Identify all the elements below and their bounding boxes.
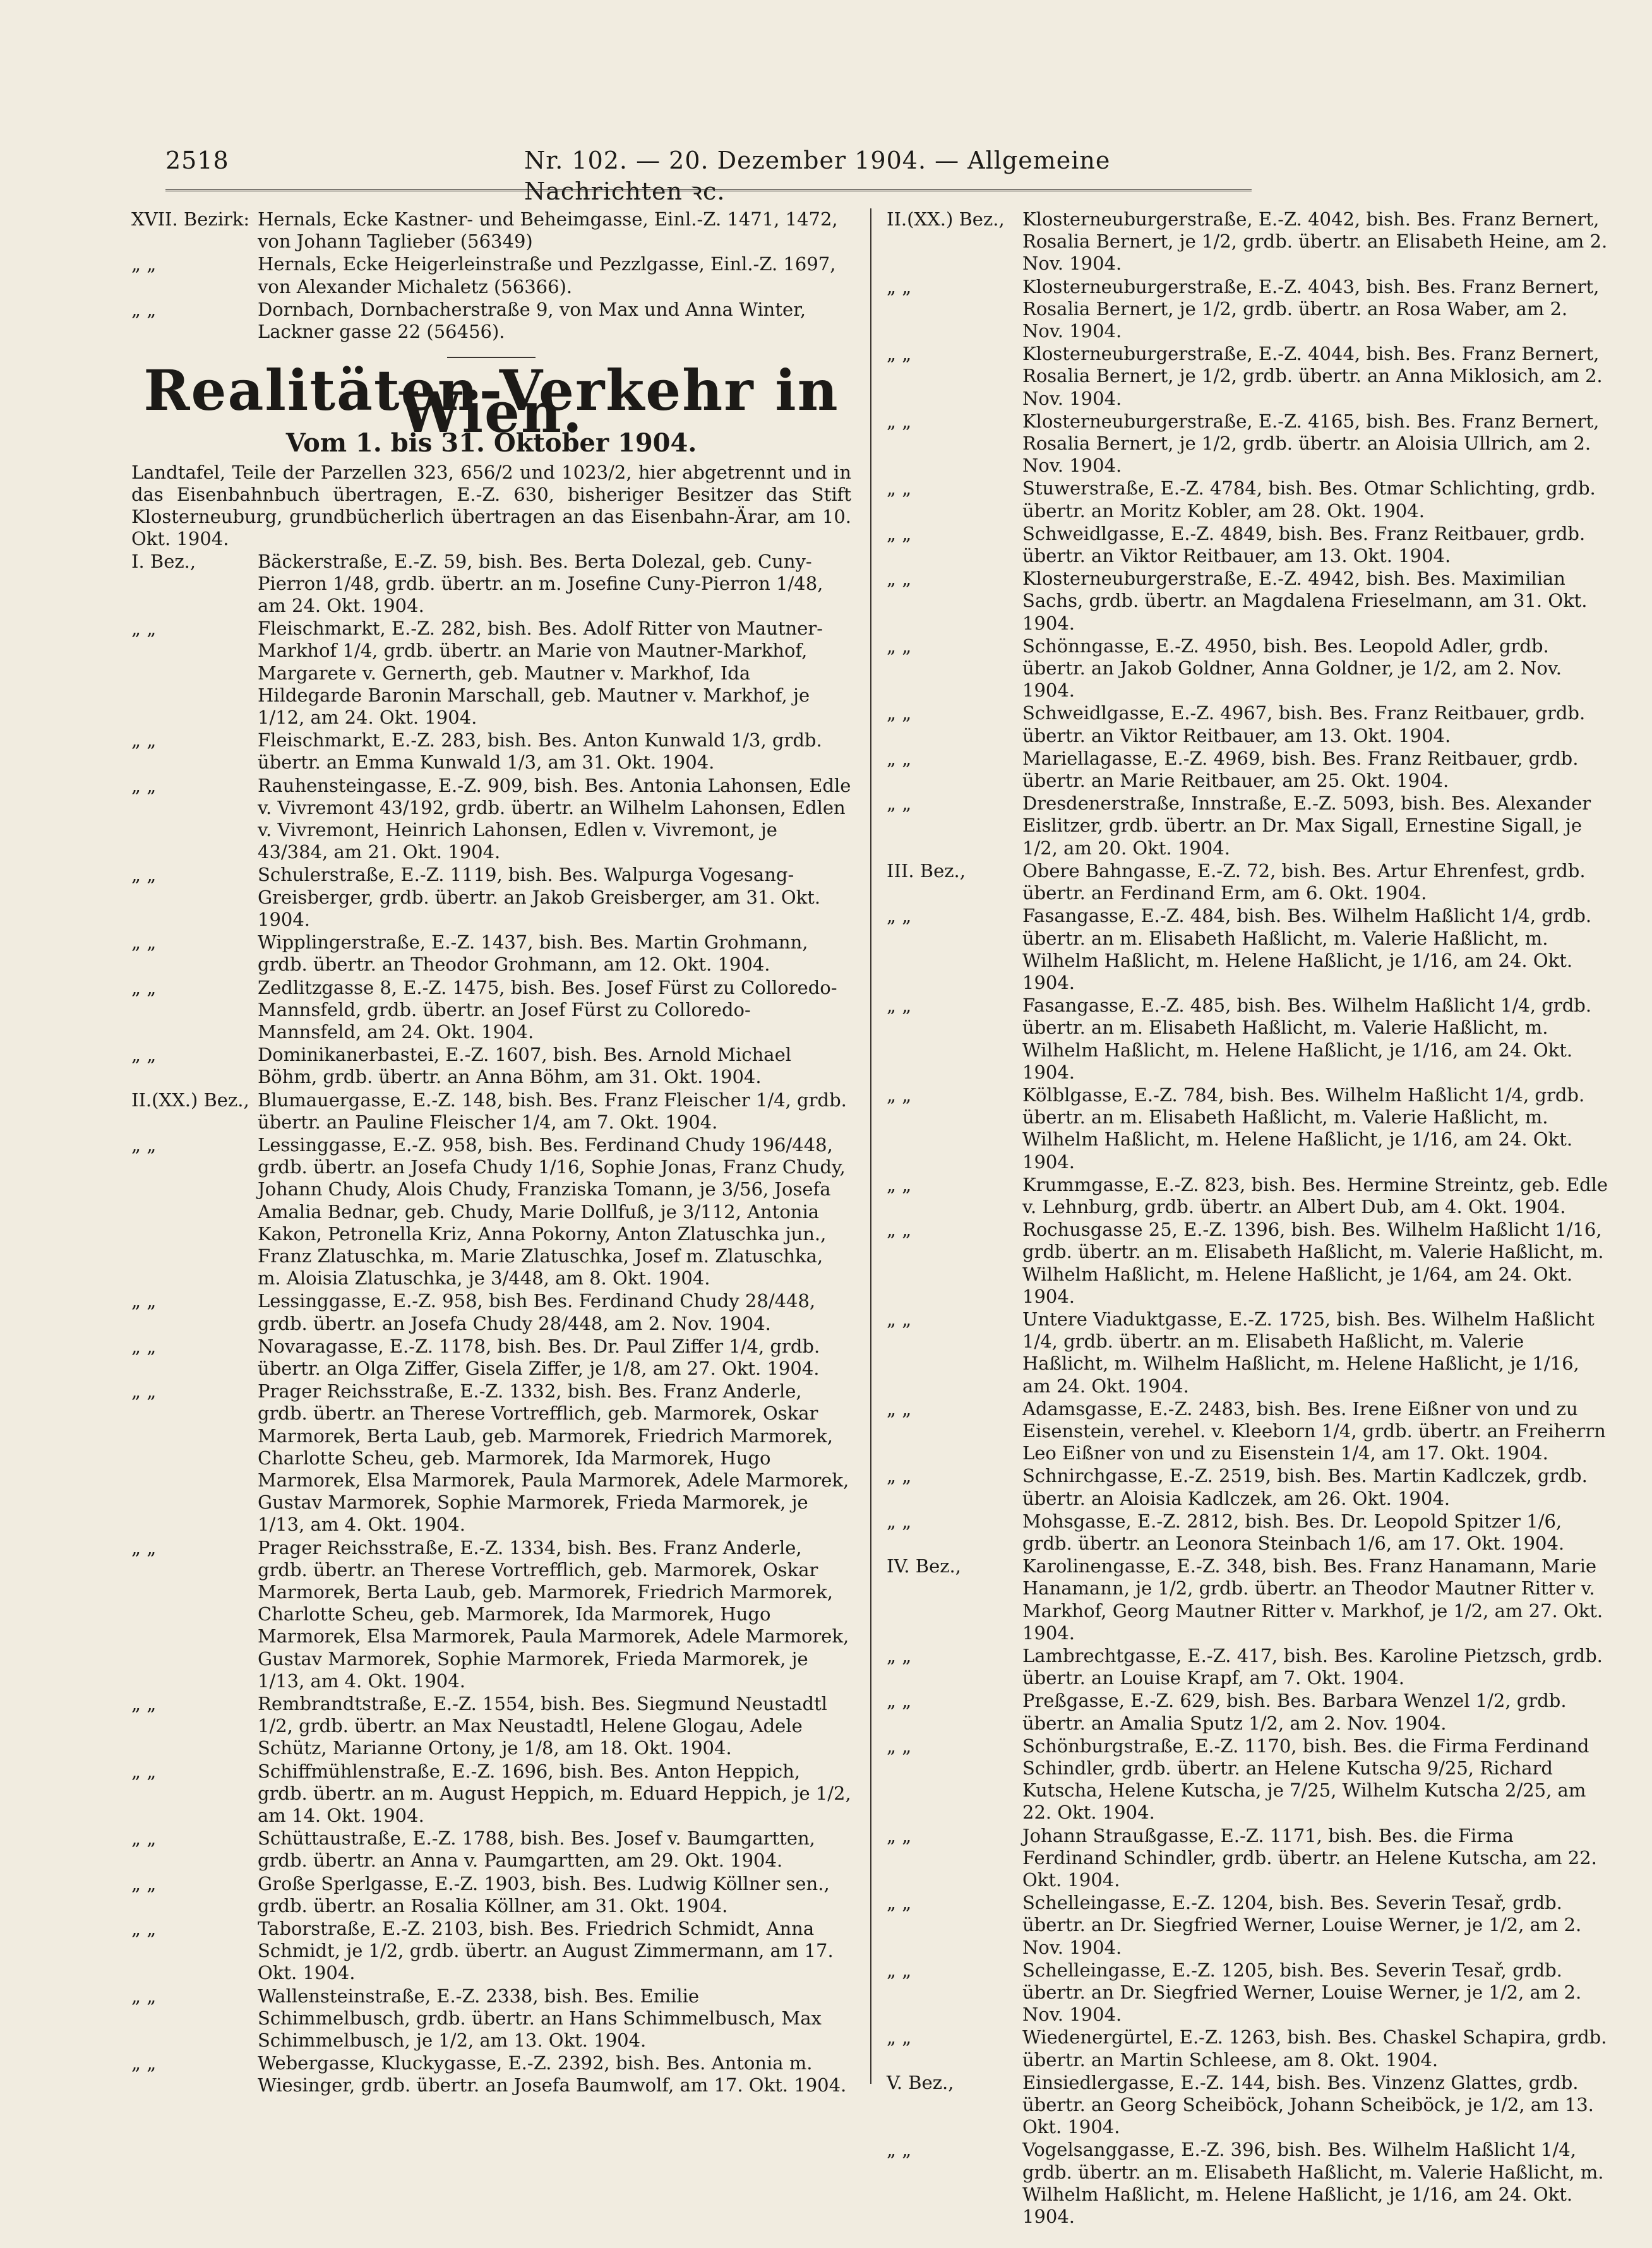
entry-text: Untere Viaduktgasse, E.-Z. 1725, bish. Bes. Wilhelm Haßlicht 1/4, grdb. übertr. an m. Elisabeth Haßlicht, m. Valerie Haßlicht, m. Wilhelm Haßlicht, m. Helene Haßlicht, je 1/16, am 24. Okt. 1904. bbox=[1022, 1308, 1595, 1397]
right-column bbox=[887, 208, 1613, 2228]
list-item bbox=[887, 208, 1613, 275]
district-label: „ „ bbox=[131, 1290, 157, 1312]
district-label: „ „ bbox=[887, 635, 912, 657]
district-label: III. Bez., bbox=[887, 859, 966, 882]
entry-text: Wipplingerstraße, E.-Z. 1437, bish. Bes. Martin Grohmann, grdb. übertr. an Theodor Grohmann, am 12. Okt. 1904. bbox=[258, 931, 808, 976]
entry-text: Kölblgasse, E.-Z. 784, bish. Bes. Wilhelm Haßlicht 1/4, grdb. übertr. an m. Elisabeth Haßlicht, m. Valerie Haßlicht, m. Wilhelm Haßlicht, m. Helene Haßlicht, je 1/16, am 24. Okt. 1904. bbox=[1022, 1084, 1585, 1173]
entry-text: Schweidlgasse, E.-Z. 4849, bish. Bes. Franz Reitbauer, grdb. übertr. an Viktor Reitbauer, am 13. Okt. 1904. bbox=[1022, 522, 1586, 567]
column-divider bbox=[870, 208, 871, 2084]
district-label: „ „ bbox=[887, 1690, 912, 1712]
entry-text: Mohsgasse, E.-Z. 2812, bish. Bes. Dr. Leopold Spitzer 1/6, grdb. übertr. an Leonora Steinbach 1/6, am 17. Okt. 1904. bbox=[1022, 1510, 1565, 1554]
district-label: „ „ bbox=[131, 1335, 157, 1357]
list-item bbox=[887, 477, 1613, 522]
district-label: „ „ bbox=[887, 568, 912, 590]
district-label: „ „ bbox=[887, 522, 912, 544]
entry-text: Prager Reichsstraße, E.-Z. 1334, bish. Bes. Franz Anderle, grdb. übertr. an Therese Vortrefflich, geb. Marmorek, Oskar Marmorek, Berta Laub, geb. Marmorek, Friedrich Marmorek, Charlotte Scheu, geb. Marmorek, Ida Marmorek, Hugo Marmorek, Elsa Marmorek, Paula Marmorek, Adele Marmorek, Gustav Marmorek, Sophie Marmorek, Frieda Marmorek, je 1/13, am 4. Okt. 1904. bbox=[258, 1536, 849, 1692]
district-label: „ „ bbox=[887, 792, 912, 815]
entry-text: Lessinggasse, E.-Z. 958, bish Bes. Ferdinand Chudy 28/448, grdb. übertr. an Josefa Chudy 28/448, am 2. Nov. 1904. bbox=[258, 1290, 816, 1334]
district-label: „ „ bbox=[887, 1510, 912, 1532]
list-item bbox=[887, 635, 1613, 702]
list-item bbox=[887, 1690, 1613, 1734]
entry-text: Schulerstraße, E.-Z. 1119, bish. Bes. Walpurga Vogesang-Greisberger, grdb. übertr. an Jakob Greisberger, am 31. Okt. 1904. bbox=[258, 864, 821, 930]
district-label: „ „ bbox=[887, 1645, 912, 1666]
district-label: „ „ bbox=[131, 1044, 157, 1066]
list-item bbox=[887, 905, 1613, 994]
section-subtitle: Vom 1. bis 31. Oktober 1904. bbox=[285, 427, 697, 458]
district-label: „ „ bbox=[887, 2026, 912, 2048]
district-label: V. Bez., bbox=[887, 2071, 954, 2093]
entry-text: Klosterneuburgerstraße, E.-Z. 4044, bish. Bes. Franz Bernert, Rosalia Bernert, je 1/2, grdb. übertr. an Anna Miklosich, am 2. Nov. 1904. bbox=[1022, 343, 1603, 409]
entry-text: Dominikanerbastei, E.-Z. 1607, bish. Bes. Arnold Michael Böhm, grdb. übertr. an Anna Böhm, am 31. Okt. 1904. bbox=[258, 1044, 792, 1088]
list-item bbox=[131, 1693, 851, 1760]
list-item bbox=[131, 1290, 851, 1334]
list-item bbox=[131, 299, 851, 343]
entry-text: Schiffmühlenstraße, E.-Z. 1696, bish. Bes. Anton Heppich, grdb. übertr. an m. August Heppich, m. Eduard Heppich, je 1/2, am 14. Okt. 1904. bbox=[258, 1760, 851, 1827]
district-label: „ „ bbox=[887, 1397, 912, 1420]
district-label: „ „ bbox=[887, 410, 912, 432]
list-item bbox=[887, 2139, 1613, 2228]
list-item bbox=[131, 618, 851, 729]
list-item bbox=[131, 1089, 851, 1133]
entry-text: Zedlitzgasse 8, E.-Z. 1475, bish. Bes. Josef Fürst zu Colloredo-Mannsfeld, grdb. übertr. an Josef Fürst zu Colloredo-Mannsfeld, am 24. Okt. 1904. bbox=[258, 976, 837, 1043]
district-label: „ „ bbox=[131, 1827, 157, 1850]
district-label: „ „ bbox=[131, 253, 157, 275]
entry-text: Schweidlgasse, E.-Z. 4967, bish. Bes. Franz Reitbauer, grdb. übertr. an Viktor Reitbauer, am 13. Okt. 1904. bbox=[1022, 702, 1586, 746]
district-label: „ „ bbox=[131, 1133, 157, 1156]
page-header bbox=[165, 146, 1252, 205]
entry-text: Obere Bahngasse, E.-Z. 72, bish. Bes. Artur Ehrenfest, grdb. übertr. an Ferdinand Erm, am 6. Okt. 1904. bbox=[1022, 859, 1586, 904]
list-item bbox=[131, 1918, 851, 1985]
list-item bbox=[131, 775, 851, 864]
entry-text: Bäckerstraße, E.-Z. 59, bish. Bes. Berta Dolezal, geb. Cuny-Pierron 1/48, grdb. übertr. an m. Josefine Cuny-Pierron 1/48, am 24. Okt. 1904. bbox=[258, 550, 823, 617]
intro-paragraph: Landtafel, Teile der Parzellen 323, 656/2 und 1023/2, hier abgetrennt und in das Eisenbahnbuch übertragen, E.-Z. 630, bisheriger Besitzer das Stift Klosterneuburg, grundbücherlich übertragen an das Eisenbahn-Ärar, am 10. Okt. 1904. bbox=[131, 461, 851, 550]
district-label: „ „ bbox=[887, 1959, 912, 1981]
district-label: „ „ bbox=[131, 1760, 157, 1782]
entry-text: Preßgasse, E.-Z. 629, bish. Bes. Barbara Wenzel 1/2, grdb. übertr. an Amalia Sputz 1/2, am 2. Nov. 1904. bbox=[1022, 1690, 1567, 1734]
entry-text: Klosterneuburgerstraße, E.-Z. 4042, bish. Bes. Franz Bernert, Rosalia Bernert, je 1/2, grdb. übertr. an Elisabeth Heine, am 2. Nov. 1904. bbox=[1022, 208, 1608, 275]
entry-text: Fasangasse, E.-Z. 484, bish. Bes. Wilhelm Haßlicht 1/4, grdb. übertr. an m. Elisabeth Haßlicht, m. Valerie Haßlicht, m. Wilhelm Haßlicht, m. Helene Haßlicht, je 1/16, am 24. Okt. 1904. bbox=[1022, 905, 1592, 993]
district-label: „ „ bbox=[887, 1173, 912, 1195]
list-item bbox=[131, 864, 851, 931]
entry-text: Webergasse, Kluckygasse, E.-Z. 2392, bish. Bes. Antonia m. Wiesinger, grdb. übertr. an Josefa Baumwolf, am 17. Okt. 1904. bbox=[258, 2052, 847, 2096]
district-label: „ „ bbox=[131, 1918, 157, 1940]
list-item bbox=[887, 2026, 1613, 2071]
list-item bbox=[131, 1134, 851, 1289]
list-item bbox=[887, 1510, 1613, 1555]
entry-text: Schönngasse, E.-Z. 4950, bish. Bes. Leopold Adler, grdb. übertr. an Jakob Goldner, Anna Goldner, je 1/2, am 2. Nov. 1904. bbox=[1022, 635, 1562, 702]
list-item bbox=[131, 931, 851, 976]
district-label: „ „ bbox=[887, 1308, 912, 1330]
district-label: „ „ bbox=[887, 1824, 912, 1846]
entry-text: Hernals, Ecke Heigerleinstraße und Pezzlgasse, Einl.-Z. 1697, von Alexander Michaletz (56366). bbox=[258, 253, 836, 297]
entry-text: Schelleingasse, E.-Z. 1205, bish. Bes. Severin Tesař, grdb. übertr. an Dr. Siegfried Werner, Louise Werner, je 1/2, am 2. Nov. 1904. bbox=[1022, 1959, 1582, 2026]
list-item bbox=[887, 1959, 1613, 2026]
list-item bbox=[887, 1892, 1613, 1959]
district-label: II.(XX.) Bez., bbox=[887, 208, 1005, 230]
district-label: „ „ bbox=[887, 1735, 912, 1757]
list-item bbox=[131, 1336, 851, 1380]
district-label: „ „ bbox=[887, 275, 912, 297]
list-item bbox=[887, 2072, 1613, 2139]
list-item bbox=[887, 343, 1613, 410]
left-column bbox=[131, 208, 851, 2098]
list-item bbox=[887, 702, 1613, 746]
entry-text: Stuwerstraße, E.-Z. 4784, bish. Bes. Otmar Schlichting, grdb. übertr. an Moritz Kobler, am 28. Okt. 1904. bbox=[1022, 477, 1596, 522]
entry-text: Rauhensteingasse, E.-Z. 909, bish. Bes. Antonia Lahonsen, Edle v. Vivremont 43/192, grdb. übertr. an Wilhelm Lahonsen, Edlen v. Vivremont, Heinrich Lahonsen, Edlen v. Vivremont, je 43/384, am 21. Okt. 1904. bbox=[258, 774, 851, 863]
list-item bbox=[131, 208, 851, 253]
entry-text: Karolinengasse, E.-Z. 348, bish. Bes. Franz Hanamann, Marie Hanamann, je 1/2, grdb. übertr. an Theodor Mautner Ritter v. Markhof, Georg Mautner Ritter v. Markhof, je 1/2, am 27. Okt. 1904. bbox=[1022, 1555, 1603, 1644]
district-label: „ „ bbox=[887, 477, 912, 499]
list-item bbox=[887, 792, 1613, 859]
list-item bbox=[887, 1084, 1613, 1173]
list-item bbox=[887, 1645, 1613, 1689]
entry-text: Lambrechtgasse, E.-Z. 417, bish. Bes. Karoline Pietzsch, grdb. übertr. an Louise Krapf, am 7. Okt. 1904. bbox=[1022, 1645, 1603, 1689]
list-item bbox=[131, 1873, 851, 1917]
entry-text: Klosterneuburgerstraße, E.-Z. 4942, bish. Bes. Maximilian Sachs, grdb. übertr. an Magdalena Frieselmann, am 31. Okt. 1904. bbox=[1022, 568, 1588, 634]
entry-text: Einsiedlergasse, E.-Z. 144, bish. Bes. Vinzenz Glattes, grdb. übertr. an Georg Scheiböck, Johann Scheiböck, je 1/2, am 13. Okt. 1904. bbox=[1022, 2071, 1594, 2138]
list-item bbox=[131, 253, 851, 297]
district-label: „ „ bbox=[131, 976, 157, 998]
list-item bbox=[887, 748, 1613, 792]
district-label: „ „ bbox=[887, 1219, 912, 1241]
district-label: II.(XX.) Bez., bbox=[131, 1089, 249, 1111]
district-label: „ „ bbox=[131, 2052, 157, 2074]
list-item bbox=[887, 568, 1613, 635]
list-item bbox=[131, 1537, 851, 1692]
list-item bbox=[887, 523, 1613, 567]
entry-text: Dresdenerstraße, Innstraße, E.-Z. 5093, bish. Bes. Alexander Eislitzer, grdb. übertr. an Dr. Max Sigall, Ernestine Sigall, je 1/2, am 20. Okt. 1904. bbox=[1022, 792, 1591, 859]
district-label: „ „ bbox=[131, 1693, 157, 1714]
entry-text: Fleischmarkt, E.-Z. 282, bish. Bes. Adolf Ritter von Mautner-Markhof 1/4, grdb. übertr. an Marie von Mautner-Markhof, Margarete v. Gernerth, geb. Mautner v. Markhof, Ida Hildegarde Baronin Marschall, geb. Mautner v. Markhof, je 1/12, am 24. Okt. 1904. bbox=[258, 618, 823, 729]
list-item bbox=[131, 1985, 851, 2052]
entry-text: Schelleingasse, E.-Z. 1204, bish. Bes. Severin Tesař, grdb. übertr. an Dr. Siegfried Werner, Louise Werner, je 1/2, am 2. Nov. 1904. bbox=[1022, 1892, 1582, 1958]
list-item bbox=[131, 1761, 851, 1827]
list-item bbox=[887, 1735, 1613, 1824]
district-label: „ „ bbox=[887, 905, 912, 927]
district-label: „ „ bbox=[131, 729, 157, 751]
page-number: 2518 bbox=[165, 146, 229, 174]
district-label: „ „ bbox=[131, 864, 157, 886]
list-item bbox=[131, 977, 851, 1044]
entry-text: Wallensteinstraße, E.-Z. 2338, bish. Bes. Emilie Schimmelbusch, grdb. übertr. an Hans Schimmelbusch, Max Schimmelbusch, je 1/2, am 13. Okt. 1904. bbox=[258, 1985, 822, 2052]
entry-text: Große Sperlgasse, E.-Z. 1903, bish. Bes. Ludwig Köllner sen., grdb. übertr. an Rosalia Köllner, am 31. Okt. 1904. bbox=[258, 1872, 830, 1916]
district-label: „ „ bbox=[131, 618, 157, 640]
entry-text: Fasangasse, E.-Z. 485, bish. Bes. Wilhelm Haßlicht 1/4, grdb. übertr. an m. Elisabeth Haßlicht, m. Valerie Haßlicht, m. Wilhelm Haßlicht, m. Helene Haßlicht, je 1/16, am 24. Okt. 1904. bbox=[1022, 995, 1592, 1083]
district-label: „ „ bbox=[887, 702, 912, 724]
entry-text: Taborstraße, E.-Z. 2103, bish. Bes. Friedrich Schmidt, Anna Schmidt, je 1/2, grdb. übertr. an August Zimmermann, am 17. Okt. 1904. bbox=[258, 1918, 834, 1984]
list-item bbox=[131, 1827, 851, 1872]
entry-text: Schnirchgasse, E.-Z. 2519, bish. Bes. Martin Kadlczek, grdb. übertr. an Aloisia Kadlczek, am 26. Okt. 1904. bbox=[1022, 1465, 1588, 1509]
district-label: „ „ bbox=[131, 1380, 157, 1402]
list-item bbox=[887, 410, 1613, 477]
entry-text: Prager Reichsstraße, E.-Z. 1332, bish. Bes. Franz Anderle, grdb. übertr. an Therese Vortrefflich, geb. Marmorek, Oskar Marmorek, Berta Laub, geb. Marmorek, Friedrich Marmorek, Charlotte Scheu, geb. Marmorek, Ida Marmorek, Hugo Marmorek, Elsa Marmorek, Paula Marmorek, Adele Marmorek, Gustav Marmorek, Sophie Marmorek, Frieda Marmorek, je 1/13, am 4. Okt. 1904. bbox=[258, 1380, 849, 1536]
entry-text: Rembrandtstraße, E.-Z. 1554, bish. Bes. Siegmund Neustadtl 1/2, grdb. übertr. an Max Neustadtl, Helene Glogau, Adele Schütz, Marianne Ortony, je 1/8, am 18. Okt. 1904. bbox=[258, 1693, 827, 1759]
list-item bbox=[887, 1174, 1613, 1218]
district-label: XVII. Bezirk: bbox=[131, 208, 250, 230]
list-item bbox=[887, 1219, 1613, 1308]
left-top-entries bbox=[131, 208, 851, 343]
district-label: „ „ bbox=[131, 1536, 157, 1558]
entry-text: Hernals, Ecke Kastner- und Beheimgasse, Einl.-Z. 1471, 1472, von Johann Taglieber (56349) bbox=[258, 208, 838, 253]
entry-text: Lessinggasse, E.-Z. 958, bish. Bes. Ferdinand Chudy 196/448, grdb. übertr. an Josefa Chudy 1/16, Sophie Jonas, Franz Chudy, Johann Chudy, Alois Chudy, Franziska Tomann, je 3/56, Josefa Amalia Bednar, geb. Chudy, Marie Dollfuß, je 3/112, Antonia Kakon, Petronella Kriz, Anna Pokorny, Anton Zlatuschka jun., Franz Zlatuschka, m. Marie Zlatuschka, Josef m. Zlatuschka, m. Aloisia Zlatuschka, je 3/448, am 8. Okt. 1904. bbox=[258, 1133, 846, 1289]
right-entries bbox=[887, 208, 1613, 2228]
district-label: „ „ bbox=[131, 931, 157, 954]
list-item bbox=[887, 995, 1613, 1084]
district-label: „ „ bbox=[131, 1985, 157, 2007]
entry-text: Adamsgasse, E.-Z. 2483, bish. Bes. Irene Eißner von und zu Eisenstein, verehel. v. Kleeborn 1/4, grdb. übertr. an Freiherrn Leo Eißner von und zu Eisenstein 1/4, am 17. Okt. 1904. bbox=[1022, 1397, 1606, 1464]
entry-text: Johann Straußgasse, E.-Z. 1171, bish. Bes. die Firma Ferdinand Schindler, grdb. übertr. an Helene Kutscha, am 22. Okt. 1904. bbox=[1022, 1824, 1597, 1891]
entry-text: Blumauergasse, E.-Z. 148, bish. Bes. Franz Fleischer 1/4, grdb. übertr. an Pauline Fleischer 1/4, am 7. Okt. 1904. bbox=[258, 1089, 847, 1133]
list-item bbox=[131, 551, 851, 618]
district-label: „ „ bbox=[887, 1465, 912, 1487]
district-label: „ „ bbox=[887, 1892, 912, 1914]
list-item bbox=[887, 1465, 1613, 1509]
district-label: „ „ bbox=[131, 1872, 157, 1894]
district-label: „ „ bbox=[131, 298, 157, 320]
list-item bbox=[887, 1398, 1613, 1465]
entry-text: Schönburgstraße, E.-Z. 1170, bish. Bes. die Firma Ferdinand Schindler, grdb. übertr. an Helene Kutscha 9/25, Richard Kutscha, Helene Kutscha, je 7/25, Wilhelm Kutscha 2/25, am 22. Okt. 1904. bbox=[1022, 1735, 1589, 1824]
entry-text: Klosterneuburgerstraße, E.-Z. 4043, bish. Bes. Franz Bernert, Rosalia Bernert, je 1/2, grdb. übertr. an Rosa Waber, am 2. Nov. 1904. bbox=[1022, 275, 1600, 342]
district-label: IV. Bez., bbox=[887, 1555, 961, 1577]
list-item bbox=[887, 1555, 1613, 1644]
district-label: „ „ bbox=[887, 1084, 912, 1106]
entry-text: Dornbach, Dornbacherstraße 9, von Max und Anna Winter, Lackner gasse 22 (56456). bbox=[258, 298, 806, 343]
district-label: „ „ bbox=[887, 747, 912, 769]
entry-text: Krummgasse, E.-Z. 823, bish. Bes. Hermine Streintz, geb. Edle v. Lehnburg, grdb. übertr. an Albert Dub, am 4. Okt. 1904. bbox=[1022, 1173, 1608, 1217]
entry-text: Fleischmarkt, E.-Z. 283, bish. Bes. Anton Kunwald 1/3, grdb. übertr. an Emma Kunwald 1/3, am 31. Okt. 1904. bbox=[258, 729, 822, 774]
entry-text: Klosterneuburgerstraße, E.-Z. 4165, bish. Bes. Franz Bernert, Rosalia Bernert, je 1/2, grdb. übertr. an Aloisia Ullrich, am 2. Nov. 1904. bbox=[1022, 410, 1600, 477]
entry-text: Rochusgasse 25, E.-Z. 1396, bish. Bes. Wilhelm Haßlicht 1/16, grdb. übertr. an m. Elisabeth Haßlicht, m. Valerie Haßlicht, m. Wilhelm Haßlicht, m. Helene Haßlicht, je 1/64, am 24. Okt. 1904. bbox=[1022, 1219, 1604, 1307]
entry-text: Schüttaustraße, E.-Z. 1788, bish. Bes. Josef v. Baumgartten, grdb. übertr. an Anna v. Paumgartten, am 29. Okt. 1904. bbox=[258, 1827, 815, 1872]
list-item bbox=[887, 1308, 1613, 1397]
header-rule bbox=[165, 189, 1252, 198]
entry-text: Novaragasse, E.-Z. 1178, bish. Bes. Dr. Paul Ziffer 1/4, grdb. übertr. an Olga Ziffer, Gisela Ziffer, je 1/8, am 27. Okt. 1904. bbox=[258, 1335, 820, 1379]
list-item bbox=[131, 2052, 851, 2096]
entry-text: Mariellagasse, E.-Z. 4969, bish. Bes. Franz Reitbauer, grdb. übertr. an Marie Reitbauer, am 25. Okt. 1904. bbox=[1022, 747, 1579, 792]
district-label: I. Bez., bbox=[131, 550, 196, 572]
district-label: „ „ bbox=[887, 343, 912, 365]
list-item bbox=[131, 729, 851, 774]
left-entries bbox=[131, 551, 851, 2097]
list-item bbox=[887, 860, 1613, 904]
list-item bbox=[887, 1825, 1613, 1892]
list-item bbox=[887, 276, 1613, 343]
entry-text: Wiedenergürtel, E.-Z. 1263, bish. Bes. Chaskel Schapira, grdb. übertr. an Martin Schleese, am 8. Okt. 1904. bbox=[1022, 2026, 1607, 2071]
district-label: „ „ bbox=[887, 995, 912, 1017]
list-item bbox=[131, 1044, 851, 1088]
district-label: „ „ bbox=[887, 2139, 912, 2161]
district-label: „ „ bbox=[131, 774, 157, 796]
section-title: Realitäten-Verkehr in Wien. bbox=[143, 357, 839, 446]
entry-text: Vogelsanggasse, E.-Z. 396, bish. Bes. Wilhelm Haßlicht 1/4, grdb. übertr. an m. Elisabeth Haßlicht, m. Valerie Haßlicht, m. Wilhelm Haßlicht, m. Helene Haßlicht, je 1/16, am 24. Okt. 1904. bbox=[1022, 2139, 1604, 2228]
list-item bbox=[131, 1380, 851, 1536]
running-title: Nr. 102. — 20. Dezember 1904. — Allgemeine Nachrichten ꝛc. bbox=[524, 146, 1111, 205]
